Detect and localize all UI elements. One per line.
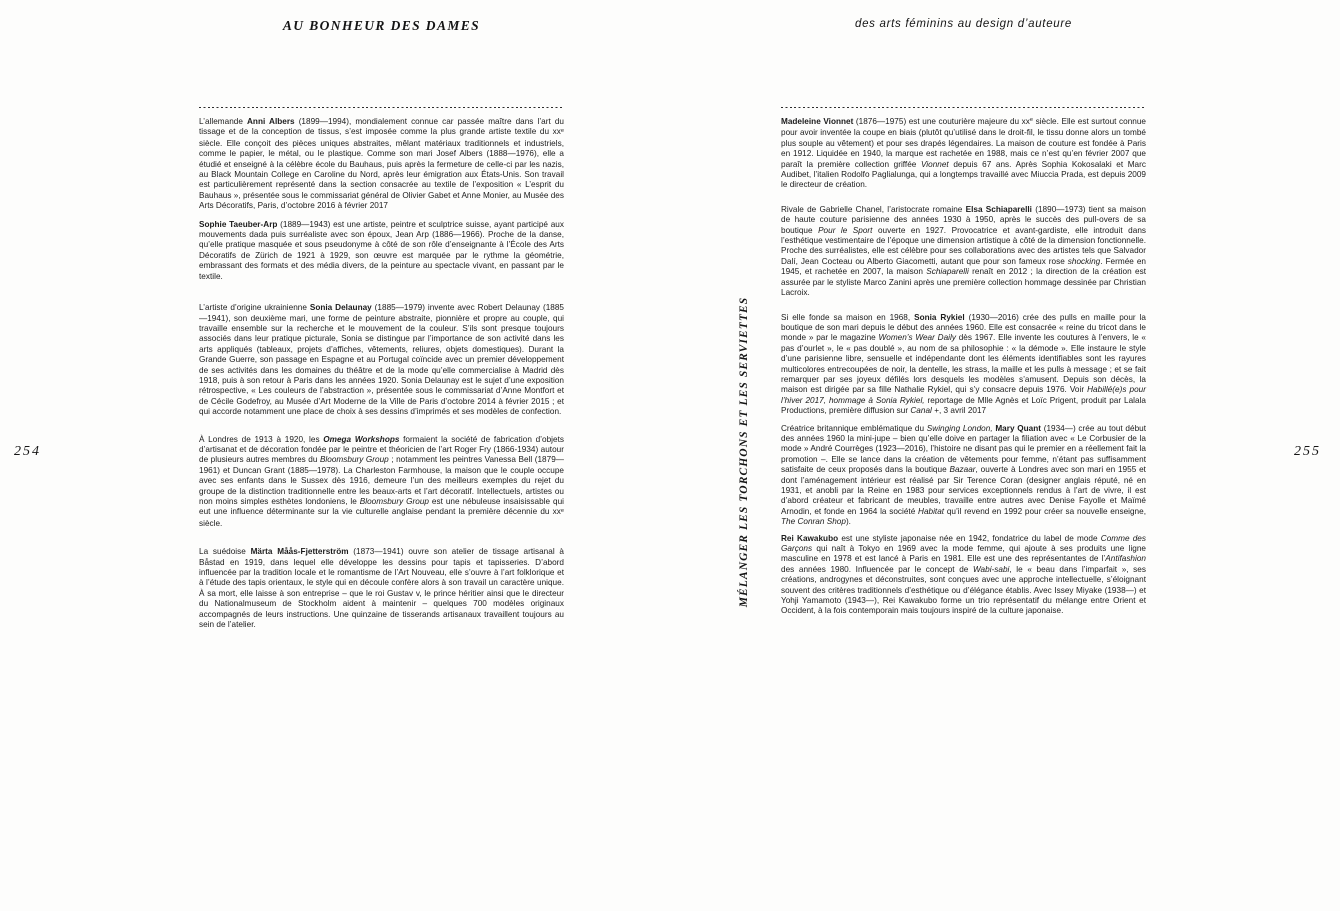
text-run: Sonia Delaunay xyxy=(309,303,372,313)
paragraph xyxy=(781,313,1146,417)
text-run: Canal + xyxy=(910,406,939,416)
text-run: e xyxy=(560,507,564,514)
text-run: , le « beau dans l’imparfait », ses créations, androgynes et déconstruites, sont conçues avec une approche intellectuelle, s’éloignant souvent des critères traditionnels d’esthétique ou d’élégance établis. Avec Issey Miyake (1938—) et Yohji Yamamoto (1943—), Rei Kawakubo forme un trio représentatif du mélange entre Orient et Occident, à la fois contemporain mais toujours inspiré de la culture japonaise. xyxy=(781,564,1146,616)
text-run: shocking xyxy=(1067,256,1101,266)
text-run: Antifashion xyxy=(1105,554,1146,564)
text-run: , 3 avril 2017 xyxy=(938,406,987,416)
text-run: Elsa Schiaparelli xyxy=(965,204,1032,214)
paragraph xyxy=(199,117,564,212)
text-run: des années 1980. Influencée par le concept de xyxy=(781,564,973,574)
paragraph xyxy=(199,220,564,282)
text-run: Habitat xyxy=(918,506,945,516)
paragraph xyxy=(781,424,1146,528)
running-head-right: des arts féminins au design d’auteure xyxy=(854,18,1073,30)
spine-title: MÉLANGER LES TORCHONS ET LES SERVIETTES xyxy=(738,296,750,608)
text-run: Anni Albers xyxy=(246,117,295,126)
text-run: siècle. Elle conçoit des pièces uniques abstraites, mêlant matériaux traditionnels et industriels, comme le papier, le métal, ou le plastique. Comme son mari Josef Albers (1888—1976), elle a étudié et enseigné à la célèbre école du Bauhaus, puis après la fermeture de celle-ci par les nazis, au Black Mountain College en Caroline du Nord, après leur émigration aux États-Unis. Son travail est particulièrement représenté dans la section consacrée au textile de l’exposition « L’esprit du Bauhaus », présentée sous le commissariat général de Olivier Gabet et Anne Monier, au Musée des Arts Décoratifs, Paris, d’octobre 2016 à février 2017 xyxy=(199,138,564,211)
text-run: est une nébuleuse insaisissable qui eut une influence déterminante sur la vie culturelle anglaise pendant la première décennie du xx xyxy=(199,497,564,517)
text-run: reportage de Mlle Agnès et Loïc Prigent, produit par Lalala Productions, première diffusion sur xyxy=(781,395,1146,416)
text-column-left xyxy=(199,107,564,630)
paragraph xyxy=(199,547,564,630)
paragraph xyxy=(781,117,1146,191)
text-run: e xyxy=(560,127,564,134)
paragraph xyxy=(199,303,564,417)
paragraph xyxy=(781,205,1146,299)
text-run: Women’s Wear Daily xyxy=(878,333,956,343)
dashed-rule-left xyxy=(199,107,564,108)
text-run: ; notamment les peintres Vanessa Bell (1879—1961) et Duncan Grant (1885—1978). La Charleston Farmhouse, la maison que le couple occupe avec ses enfants dans le Sussex dès 1916, demeure l’un des meilleurs exemples du rejet du groupe de la distinction traditionnelle entre les beaux-arts et l’art décoratif. Intellectuels, artistes ou non moins simples esthètes londoniens, le xyxy=(199,455,564,506)
text-run: Si elle fonde sa maison en 1968, xyxy=(781,312,915,322)
text-run: qui naît à Tokyo en 1969 avec la mode femme, qui ajoute à ses produits une ligne masculine en 1978 et est lancé à Paris en 1981. Elle est une des représentantes de l’ xyxy=(781,544,1146,564)
text-run: ). xyxy=(845,517,851,527)
text-run: Wabi-sabi xyxy=(972,564,1010,574)
text-run: L’allemande xyxy=(199,117,247,126)
paragraphs-left xyxy=(199,117,564,630)
text-run: Rei Kawakubo xyxy=(781,533,839,543)
text-run: L’artiste d’origine ukrainienne xyxy=(199,303,310,313)
text-run: Sonia Rykiel xyxy=(914,312,965,322)
text-run: The Conran Shop xyxy=(781,517,846,527)
text-run: Mary Quant xyxy=(995,423,1041,433)
text-run: dès 1967. Elle invente les coutures à l’envers, le « pas d’ourlet », le « pas doublé », au nom de sa philosophie : « la démode ». Elle instaure le style d’une parisienne libre, sensuelle et indépendante dont les éléments identifiables sont les rayures multicolores entrecoupées de noir, la dentelle, les strass, la maille et les pulls à message ; et se fait remarquer par ses joyeux défilés lors desquels les modèles s’amusent. Depuis son décès, la maison est dirigée par sa fille Nathalie Rykiel, qui s’y consacre depuis 1976. Voir xyxy=(781,333,1147,395)
text-run: qu’il revend en 1992 pour créer sa nouvelle enseigne, xyxy=(944,506,1146,516)
text-column-right xyxy=(781,107,1146,617)
text-run: Sophie Taeuber-Arp xyxy=(199,219,278,229)
text-run: , ouverte à Londres avec son mari en 1955 et dont l’aménagement intérieur est réalisé par Sir Terence Coran (designer anglais réputé, né en 1931, et anobli par la Reine en 1983 pour services exceptionnels rendus à l’art de vivre, il est d’abord créateur et fabricant de meubles, travaille entre autres avec Denise Fayolle et Maïmé Arnodin, et fonde en 1964 la société xyxy=(781,465,1146,516)
text-run: (1899—1994), mondialement connue car passée maître dans l’art du tissage et de la conception de tissus, s’est imposée comme la plus grande artiste textile du xx xyxy=(199,117,564,137)
dashed-rule-right xyxy=(781,107,1146,108)
paragraphs-right xyxy=(781,117,1146,617)
text-run: À Londres de 1913 à 1920, les xyxy=(199,434,324,444)
text-run: ouverte en 1927. Provocatrice et avant-gardiste, elle introduit dans l’esthétique vestimentaire de l’époque une dimension artistique à côté de la dimension fonctionnelle. Proche des surréalistes, elle est célèbre pour ses collaborations avec des artistes tels que Salvador Dalí, Jean Cocteau ou Alberto Giacometti, autant que pour son fameux rose xyxy=(781,225,1147,266)
text-run: La suédoise xyxy=(199,547,251,557)
text-run: Bloomsbury Group xyxy=(359,497,429,506)
text-run: Vionnet xyxy=(920,159,949,169)
text-run: Comme des Garçons xyxy=(781,533,1146,554)
text-run: siècle. xyxy=(199,518,223,528)
text-run: (1885—1979) invente avec Robert Delaunay (1885—1941), son deuxième mari, une forme de peinture abstraite, pionnière et propre au couple, qui travaille ensemble sur la recherche et le mouvement de la couleur. S’ils sont presque toujours associés dans leur pratique picturale, Sonia se distingue par l’importance de son activité dans les arts appliqués (tableaux, projets d’affiches, vêtements, reliures, objets domestiques). Durant la Grande Guerre, son passage en Espagne et au Portugal coïncide avec un premier développement de ses activités dans les domaines du théâtre et de la mode qu’elle commercialise à Madrid dès 1918, puis à son retour à Paris dans les années 1920. Sonia Delaunay est le sujet d’une exposition rétrospective, « Les couleurs de l’abstraction », présentée sous le commissariat d’Anne Montfort et de Cécile Godefroy, au Musée d’Art Moderne de la Ville de Paris d’octobre 2014 à février 2015 ; et qui accorde notamment une place de choix à ses dessins d’imprimés et ses modèles de confection. xyxy=(199,303,564,417)
text-run: . Fermée en 1945, et rachetée en 2007, la maison xyxy=(781,256,1146,277)
text-run: (1890—1973) tient sa maison de haute couture parisienne des années 1930 à 1950, après le succès des pull-overs de sa boutique xyxy=(781,204,1147,235)
text-run: siècle. Elle est surtout connue pour avoir inventée la coupe en biais (plutôt qu’utilisé dans le droit-fil, le tissu donne alors un tombé plus souple au vêtement) et pour ses drapés légendaires. La maison de couture est fondée à Paris en 1912. Liquidée en 1940, la marque est rachetée en 1988, mais ce n’est qu’en février 2007 que paraît la première collection griffée xyxy=(781,117,1147,169)
text-run: Bazaar xyxy=(949,465,976,475)
text-run: (1930—2016) crée des pulls en maille pour la boutique de son mari depuis le début des années 1960. Elle est consacrée « reine du tricot dans le monde » par le magazine xyxy=(781,312,1147,343)
text-run: Habillé(e)s pour l’hiver 2017, hommage à Sonia Rykiel, xyxy=(781,385,1146,405)
text-run: Madeleine Vionnet xyxy=(781,117,854,126)
text-run: Märta Måås-Fjetterström xyxy=(250,547,349,557)
page-number-right: 255 xyxy=(1294,444,1321,459)
text-run: Swinging London, xyxy=(926,423,993,433)
text-run: e xyxy=(1029,117,1034,124)
paragraph xyxy=(781,534,1146,617)
text-run: (1934—) crée au tout début des années 1960 la mini-jupe – bien qu’elle doive en partager la filiation avec « Le Corbusier de la mode » André Courrèges (1923—2016), l’histoire ne disant pas qui le premier en a réellement fait la promotion –. Elle se lance dans la création de vêtements pour femme, n’étant pas suffisamment satisfaite de ceux proposés dans la boutique xyxy=(781,423,1147,475)
text-run: (1873—1941) ouvre son atelier de tissage artisanal à Båstad en 1919, dans lequel elle développe les dessins pour tapis et tapisseries. D’abord influencée par la tradition locale et le romantisme de l’Art Nouveau, elle s’ouvre à l’art folklorique et à l’étude des tapis orientaux, le style qui en découle confère alors à son travail un caractère unique. À sa mort, elle laisse à son entreprise – que le roi Gustav v, le prince héritier ainsi que le directeur du Nationalmuseum de Stockholm aident à maintenir – quelques 700 modèles originaux accompagnés de leurs instructions. Une quinzaine de tisserands artisanaux travaillent toujours au sein de l’atelier. xyxy=(199,547,564,630)
text-run: renaît en 2012 ; la direction de la création est assurée par le styliste Marco Zanini après une première collection hommage dessinée par Christian Lacroix. xyxy=(781,267,1146,298)
text-run: Bloomsbury Group xyxy=(319,455,389,465)
paragraph xyxy=(199,435,564,530)
text-run: Créatrice britannique emblématique du xyxy=(781,423,927,433)
text-run: (1889—1943) est une artiste, peintre et sculptrice suisse, ayant participé aux mouvements dada puis surréaliste avec son époux, Jean Arp (1886—1966). Proche de la danse, qu’elle pratique masquée et sous pseudonyme à côté de son rôle d’enseignante à l’École des Arts Décoratifs de Zürich de 1921 à 1929, son œuvre est marquée par le rythme la géométrie, embrassant des formats et des média divers, de la peinture au spectacle vivant, en passant par le textile. xyxy=(199,219,564,281)
text-run: depuis 67 ans. Après Sophia Kokosalaki et Marc Audibet, l’italien Rodolfo Paglialunga, qui a longtemps travaillé avec Miuccia Prada, est depuis 2009 le directeur de création. xyxy=(781,159,1146,190)
text-run: Schiaparelli xyxy=(926,267,969,277)
page-number-left: 254 xyxy=(14,444,41,459)
text-run: formaient la société de fabrication d’objets d’artisanat et de décoration fondée par le peintre et théoricien de l’art Roger Fry (1866-1934) autour de plusieurs autres membres du xyxy=(199,434,564,465)
text-run: est une styliste japonaise née en 1942, fondatrice du label de mode xyxy=(838,533,1101,543)
running-head-left: AU BONHEUR DES DAMES xyxy=(282,18,481,33)
text-run: (1876—1975) est une couturière majeure du xx xyxy=(853,117,1030,126)
text-run: Pour le Sport xyxy=(818,225,873,235)
text-run: Rivale de Gabrielle Chanel, l’aristocrate romaine xyxy=(781,204,966,214)
text-run: Omega Workshops xyxy=(323,434,400,444)
